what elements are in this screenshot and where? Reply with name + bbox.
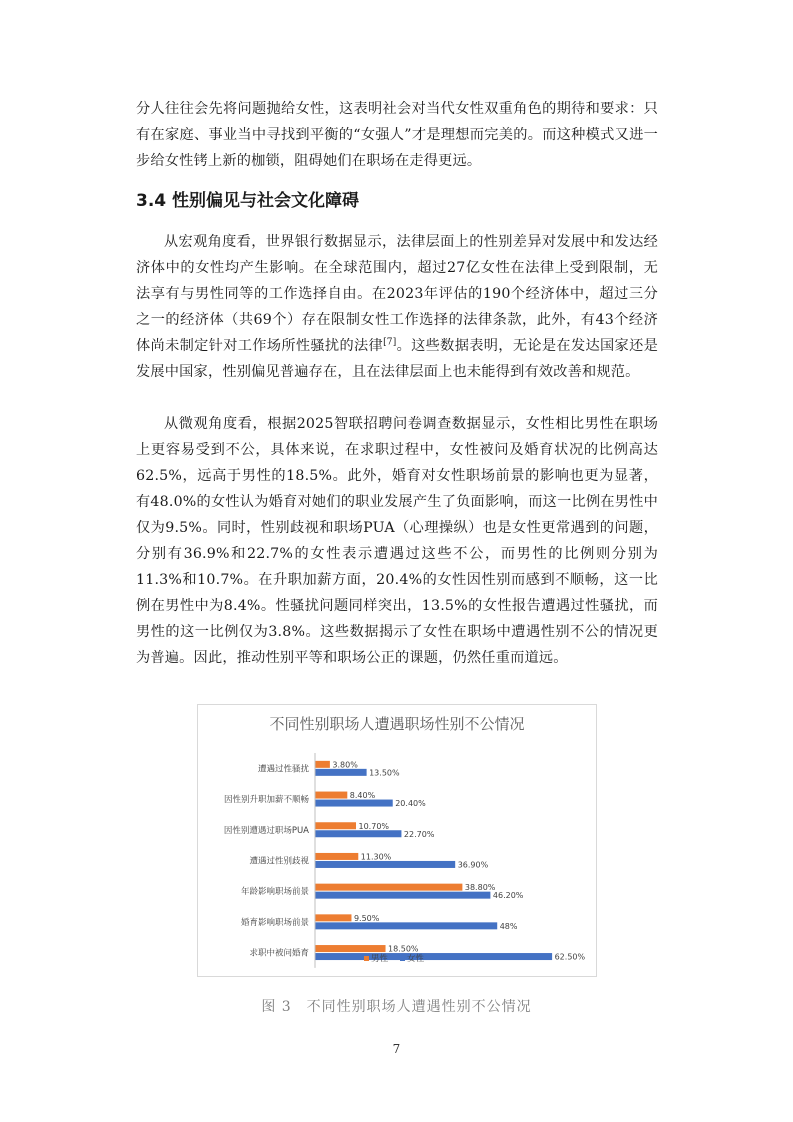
bar-male xyxy=(316,884,463,891)
bar-female xyxy=(316,953,553,960)
data-label: 38.80% xyxy=(464,883,496,893)
data-label: 9.50% xyxy=(353,913,380,923)
data-label: 3.80% xyxy=(332,760,358,770)
bar-male xyxy=(316,822,357,829)
legend-label: 男性 xyxy=(371,954,389,964)
section-heading: 3.4 性别偏见与社会文化障碍 xyxy=(136,191,360,211)
paragraph-macro xyxy=(136,229,658,385)
legend-swatch-female xyxy=(400,956,405,961)
legend-label: 女性 xyxy=(407,954,425,964)
chart-svg xyxy=(198,705,596,976)
bar-male xyxy=(316,853,359,860)
category-label: 年龄影响职场前景 xyxy=(240,887,309,898)
paragraph-1-main: 从宏观角度看，世界银行数据显示，法律层面上的性别差异对发展中和发达经济体中的女性均产生影响。在全球范围内，超过27亿女性在法律上受到限制，无法享有与男性同等的工作选择自由。在2023年评估的190个经济体中，超过三分之一的经济体（共69个）存在限制女性工作选择的法律条款，此外，有43个经济体尚未制定针对工作场所性骚扰的法律 xyxy=(136,234,658,354)
paragraph-2: 从微观角度看，根据2025智联招聘问卷调查数据显示，女性相比男性在职场上更容易受到不公，具体来说，在求职过程中，女性被问及婚育状况的比例高达62.5%，远高于男性的18.5%。此外，婚育对女性职场前景的影响也更为显著，有48.0%的女性认为婚育对她们的职业发展产生了负面影响，而这一比例在男性中仅为9.5%。同时，性别歧视和职场PUA（心理操纵）也是女性更常遇到的问题，分别有36.9%和22.7%的女性表示遭遇过这些不公，而男性的比例则分别为11.3%和10.7%。在升职加薪方面，20.4%的女性因性别而感到不顺畅，这一比例在男性中为8.4%。性骚扰问题同样突出，13.5%的女性报告遭遇过性骚扰，而男性的这一比例仅为3.8%。这些数据揭示了女性在职场中遭遇性别不公的情况更为普遍。因此，推动性别平等和职场公正的课题，仍然任重而道远。 xyxy=(136,416,658,666)
paragraph-1-tail: 。这些数据表明，无论是在发达国家还是发展中国家，性别偏见普遍存在，且在法律层面上也未能得到有效改善和规范。 xyxy=(136,338,659,380)
bar-male xyxy=(316,761,330,768)
bar-chart xyxy=(197,704,597,977)
category-label: 因性别遭遇过职场PUA xyxy=(223,825,309,836)
data-label: 20.40% xyxy=(395,799,426,809)
data-label: 13.50% xyxy=(369,768,400,778)
figure-caption: 图 3 不同性别职场人遭遇性别不公情况 xyxy=(261,999,532,1015)
bar-female xyxy=(316,861,456,868)
category-label: 遭遇过性骚扰 xyxy=(257,764,309,775)
bar-male xyxy=(316,792,348,799)
category-label: 婚育影响职场前景 xyxy=(240,917,309,928)
category-label: 因性别升职加薪不顺畅 xyxy=(223,795,309,806)
paragraph-micro xyxy=(136,411,658,671)
chart-title: 不同性别职场人遭遇职场性别不公情况 xyxy=(269,715,525,733)
bar-female xyxy=(316,892,491,899)
bar-female xyxy=(316,800,393,807)
data-label: 48% xyxy=(499,921,518,931)
citation-ref[interactable]: [7] xyxy=(383,337,397,348)
data-label: 46.20% xyxy=(492,891,524,901)
data-label: 18.50% xyxy=(388,944,419,954)
bar-female xyxy=(316,922,498,929)
category-label: 遭遇过性别歧视 xyxy=(249,856,309,867)
bar-female xyxy=(316,769,367,776)
data-label: 62.50% xyxy=(554,952,586,962)
data-label: 10.70% xyxy=(358,821,390,831)
category-label: 求职中被问婚育 xyxy=(249,948,309,959)
bar-female xyxy=(316,830,402,837)
page-number: 7 xyxy=(392,1042,401,1056)
data-label: 8.40% xyxy=(349,791,376,801)
legend-swatch-male xyxy=(364,956,369,961)
data-label: 11.30% xyxy=(360,852,392,862)
paragraph-continued xyxy=(136,96,658,174)
data-label: 22.70% xyxy=(403,829,435,839)
data-label: 36.90% xyxy=(457,860,489,870)
bar-male xyxy=(316,945,386,952)
paragraph-1 xyxy=(136,229,658,385)
bar-male xyxy=(316,914,352,921)
paragraph-0: 分人往往会先将问题抛给女性，这表明社会对当代女性双重角色的期待和要求：只有在家庭、事业当中寻找到平衡的“女强人”才是理想而完美的。而这种模式又进一步给女性铐上新的枷锁，阻碍她们在职场在走得更远。 xyxy=(136,101,658,169)
